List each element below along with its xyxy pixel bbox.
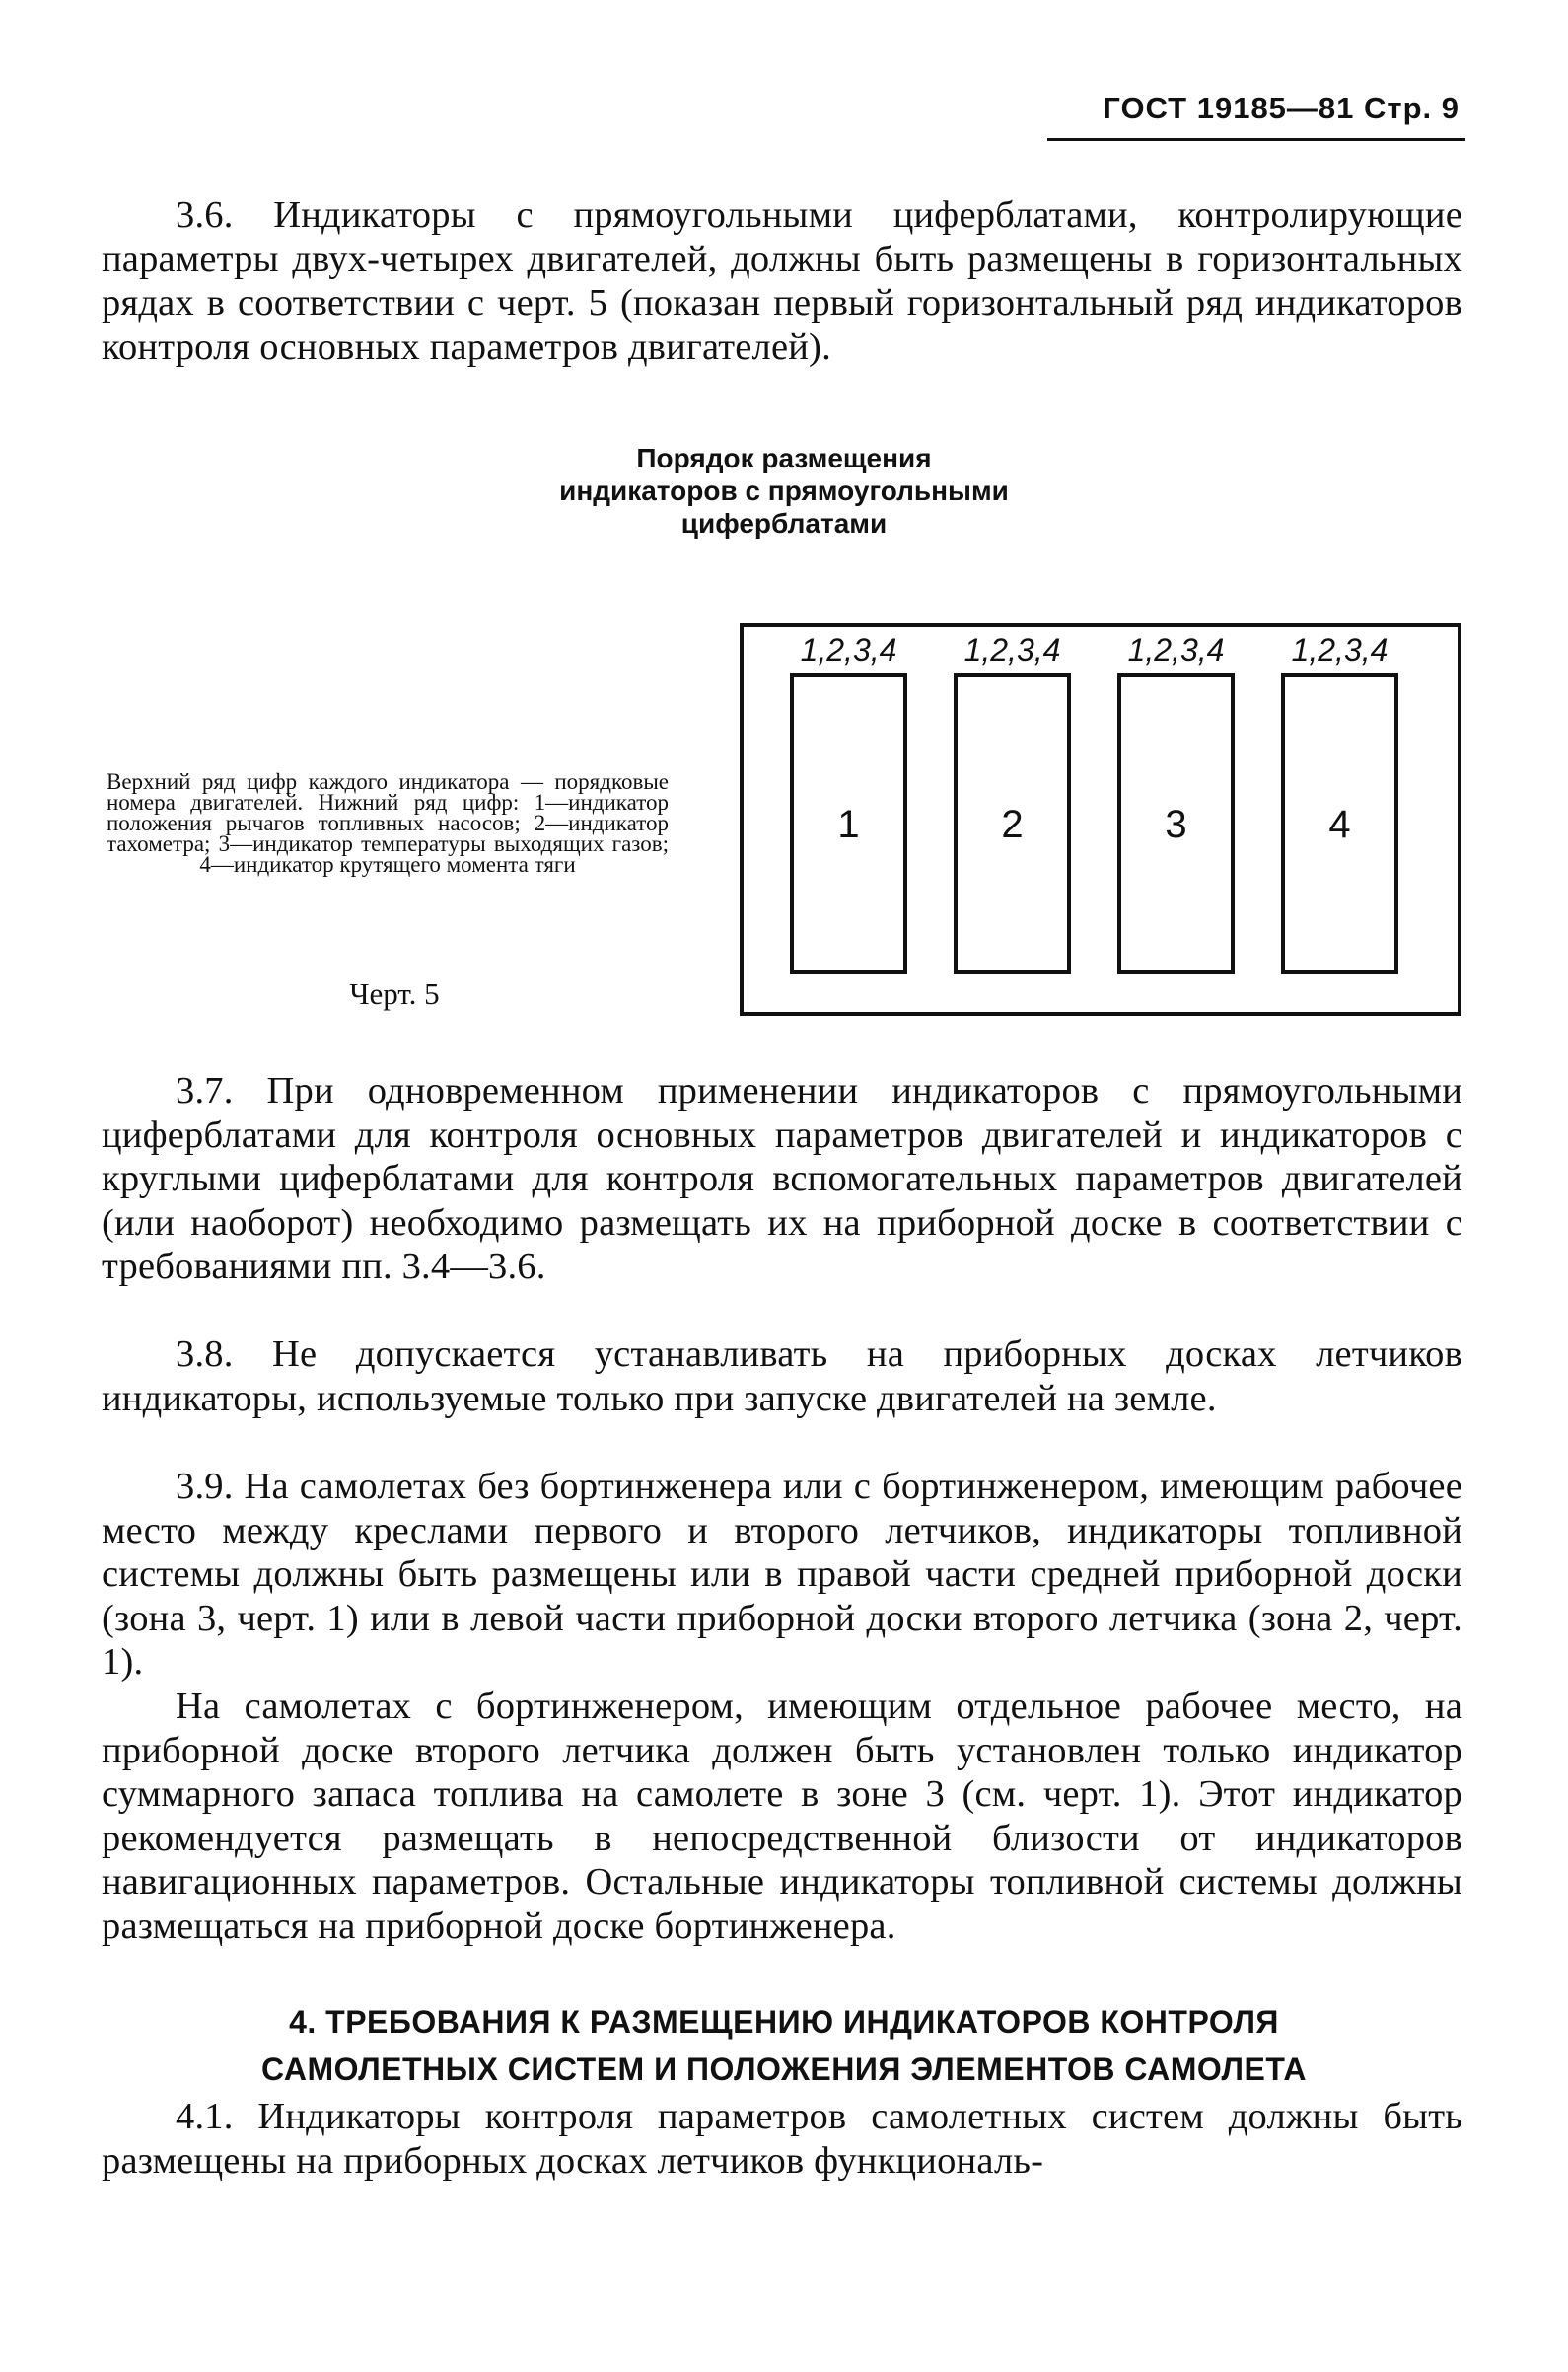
- indicator-3: [1119, 632, 1233, 972]
- indicator-engine-numbers: 1,2,3,4: [963, 632, 1061, 668]
- figure-title-line-3: циферблатами: [680, 508, 888, 539]
- section-4-heading-line-2: САМОЛЕТНЫХ СИСТЕМ И ПОЛОЖЕНИЯ ЭЛЕМЕНТОВ САМОЛЕТА: [261, 2051, 1307, 2087]
- figure-caption: Верхний ряд цифр каждого индикатора — порядковые номера двигателей. Нижний ряд цифр: 1—индикатор положения рычагов топливных насосов; 2—индикатор тахометра; 3—индикатор температуры выходящих газов; 4—индикатор крутящего момента тяги: [107, 769, 669, 877]
- header-rule: [1047, 138, 1465, 141]
- indicator-number: 3: [1165, 803, 1187, 846]
- indicator-1: [792, 632, 905, 972]
- indicator-layout-diagram: [740, 623, 1461, 1016]
- figure-label: Черт. 5: [349, 976, 440, 1011]
- diagram-svg: [740, 623, 1461, 1016]
- figure-title: [463, 442, 1105, 539]
- indicator-engine-numbers: 1,2,3,4: [1291, 632, 1389, 668]
- indicator-number: 4: [1328, 803, 1351, 846]
- section-4-heading-line-1: 4. ТРЕБОВАНИЯ К РАЗМЕЩЕНИЮ ИНДИКАТОРОВ КОНТРОЛЯ: [289, 2004, 1279, 2040]
- indicator-4: [1283, 632, 1396, 972]
- paragraph-4-1: 4.1. Индикаторы контроля параметров самолетных систем должны быть размещены на приборных досках летчиков функциональ-: [102, 2096, 1462, 2182]
- indicator-2: [956, 632, 1069, 972]
- paragraph-3-6: 3.6. Индикаторы с прямоугольными циферблатами, контролирующие параметры двух-четырех двигателей, должны быть размещены в горизонтальных рядах в соответствии с черт. 5 (показан первый горизонтальный ряд индикаторов контроля основных параметров двигателей).: [102, 194, 1462, 368]
- section-4-heading: [148, 1998, 1420, 2093]
- paragraph-3-8: 3.8. Не допускается устанавливать на приборных досках летчиков индикаторы, используемые только при запуске двигателей на земле.: [102, 1333, 1462, 1419]
- page-header: ГОСТ 19185—81 Стр. 9: [1103, 91, 1460, 125]
- figure-title-line-1: Порядок размещения: [636, 443, 932, 473]
- indicator-engine-numbers: 1,2,3,4: [800, 632, 897, 668]
- paragraph-3-7: 3.7. При одновременном применении индикаторов с прямоугольными циферблатами для контроля основных параметров двигателей и индикаторов с круглыми циферблатами для контроля вспомогательных параметров двигателей (или наоборот) необходимо размещать их на приборной доске в соответствии с требованиями пп. 3.4—3.6.: [102, 1070, 1462, 1287]
- figure-title-line-2: индикаторов с прямоугольными: [559, 475, 1009, 506]
- paragraph-3-9-continued: На самолетах с бортинженером, имеющим отдельное рабочее место, на приборной доске второго летчика должен быть установлен только индикатор суммарного запаса топлива на самолете в зоне 3 (см. черт. 1). Этот индикатор рекомендуется размещать в непосредственной близости от индикаторов навигационных параметров. Остальные индикаторы топливной системы должны размещаться на приборной доске бортинженера.: [102, 1686, 1462, 1947]
- paragraph-3-9: 3.9. На самолетах без бортинженера или с бортинженером, имеющим рабочее место между креслами первого и второго летчиков, индикаторы топливной системы должны быть размещены или в правой части средней приборной доски (зона 3, черт. 1) или в левой части приборной доски второго летчика (зона 2, черт. 1).: [102, 1466, 1462, 1683]
- indicator-number: 1: [837, 803, 860, 846]
- indicator-engine-numbers: 1,2,3,4: [1127, 632, 1225, 668]
- indicator-number: 2: [1001, 803, 1024, 846]
